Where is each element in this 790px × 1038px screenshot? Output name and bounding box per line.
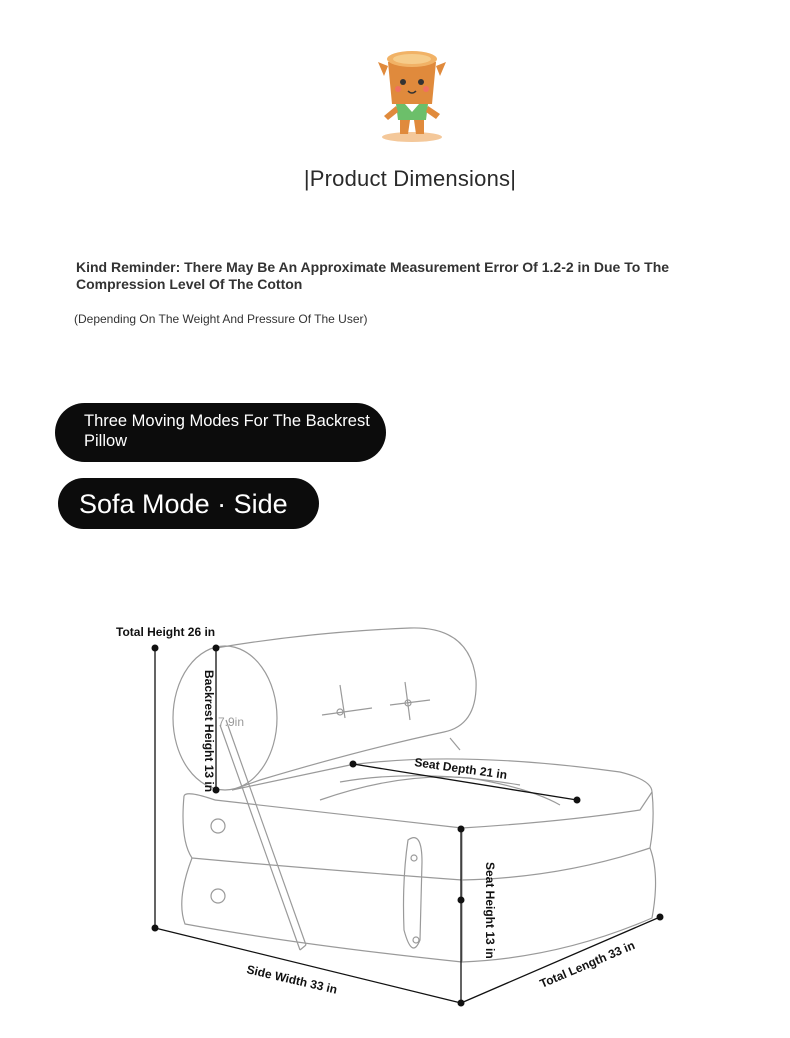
seat-height-label: Seat Height 13 in bbox=[483, 862, 497, 959]
handle-strap bbox=[404, 838, 423, 948]
modes-badge-label: Three Moving Modes For The Backrest Pillow bbox=[84, 412, 370, 450]
tree-stump-mascot-icon bbox=[372, 44, 452, 144]
sofa-dimension-diagram bbox=[0, 600, 790, 1038]
mode-title-label: Sofa Mode · Side bbox=[79, 489, 288, 519]
backrest-height-label: Backrest Height 13 in bbox=[202, 670, 216, 793]
lower-cushion bbox=[182, 848, 656, 962]
side-button-upper bbox=[211, 819, 225, 833]
upper-cushion bbox=[183, 792, 653, 880]
seat-depth-label: Seat Depth 21 in bbox=[413, 755, 508, 782]
side-width-label: Side Width 33 in bbox=[245, 962, 339, 997]
side-button-lower bbox=[211, 889, 225, 903]
total-height-label: Total Height 26 in bbox=[116, 625, 216, 639]
mode-title-badge bbox=[58, 478, 319, 529]
modes-badge bbox=[55, 403, 386, 462]
kind-reminder-text: Kind Reminder: There May Be An Approximate Measurement Error Of 1.2-2 in Due To The Compression Level Of The Cotton bbox=[76, 259, 670, 292]
connecting-strap bbox=[220, 720, 306, 950]
reminder-note: (Depending On The Weight And Pressure Of The User) bbox=[74, 312, 368, 326]
total-length-label: Total Length 33 in bbox=[537, 938, 637, 991]
backrest-diameter-label: 7.9in bbox=[218, 715, 245, 729]
page-title: |Product Dimensions| bbox=[303, 166, 517, 191]
